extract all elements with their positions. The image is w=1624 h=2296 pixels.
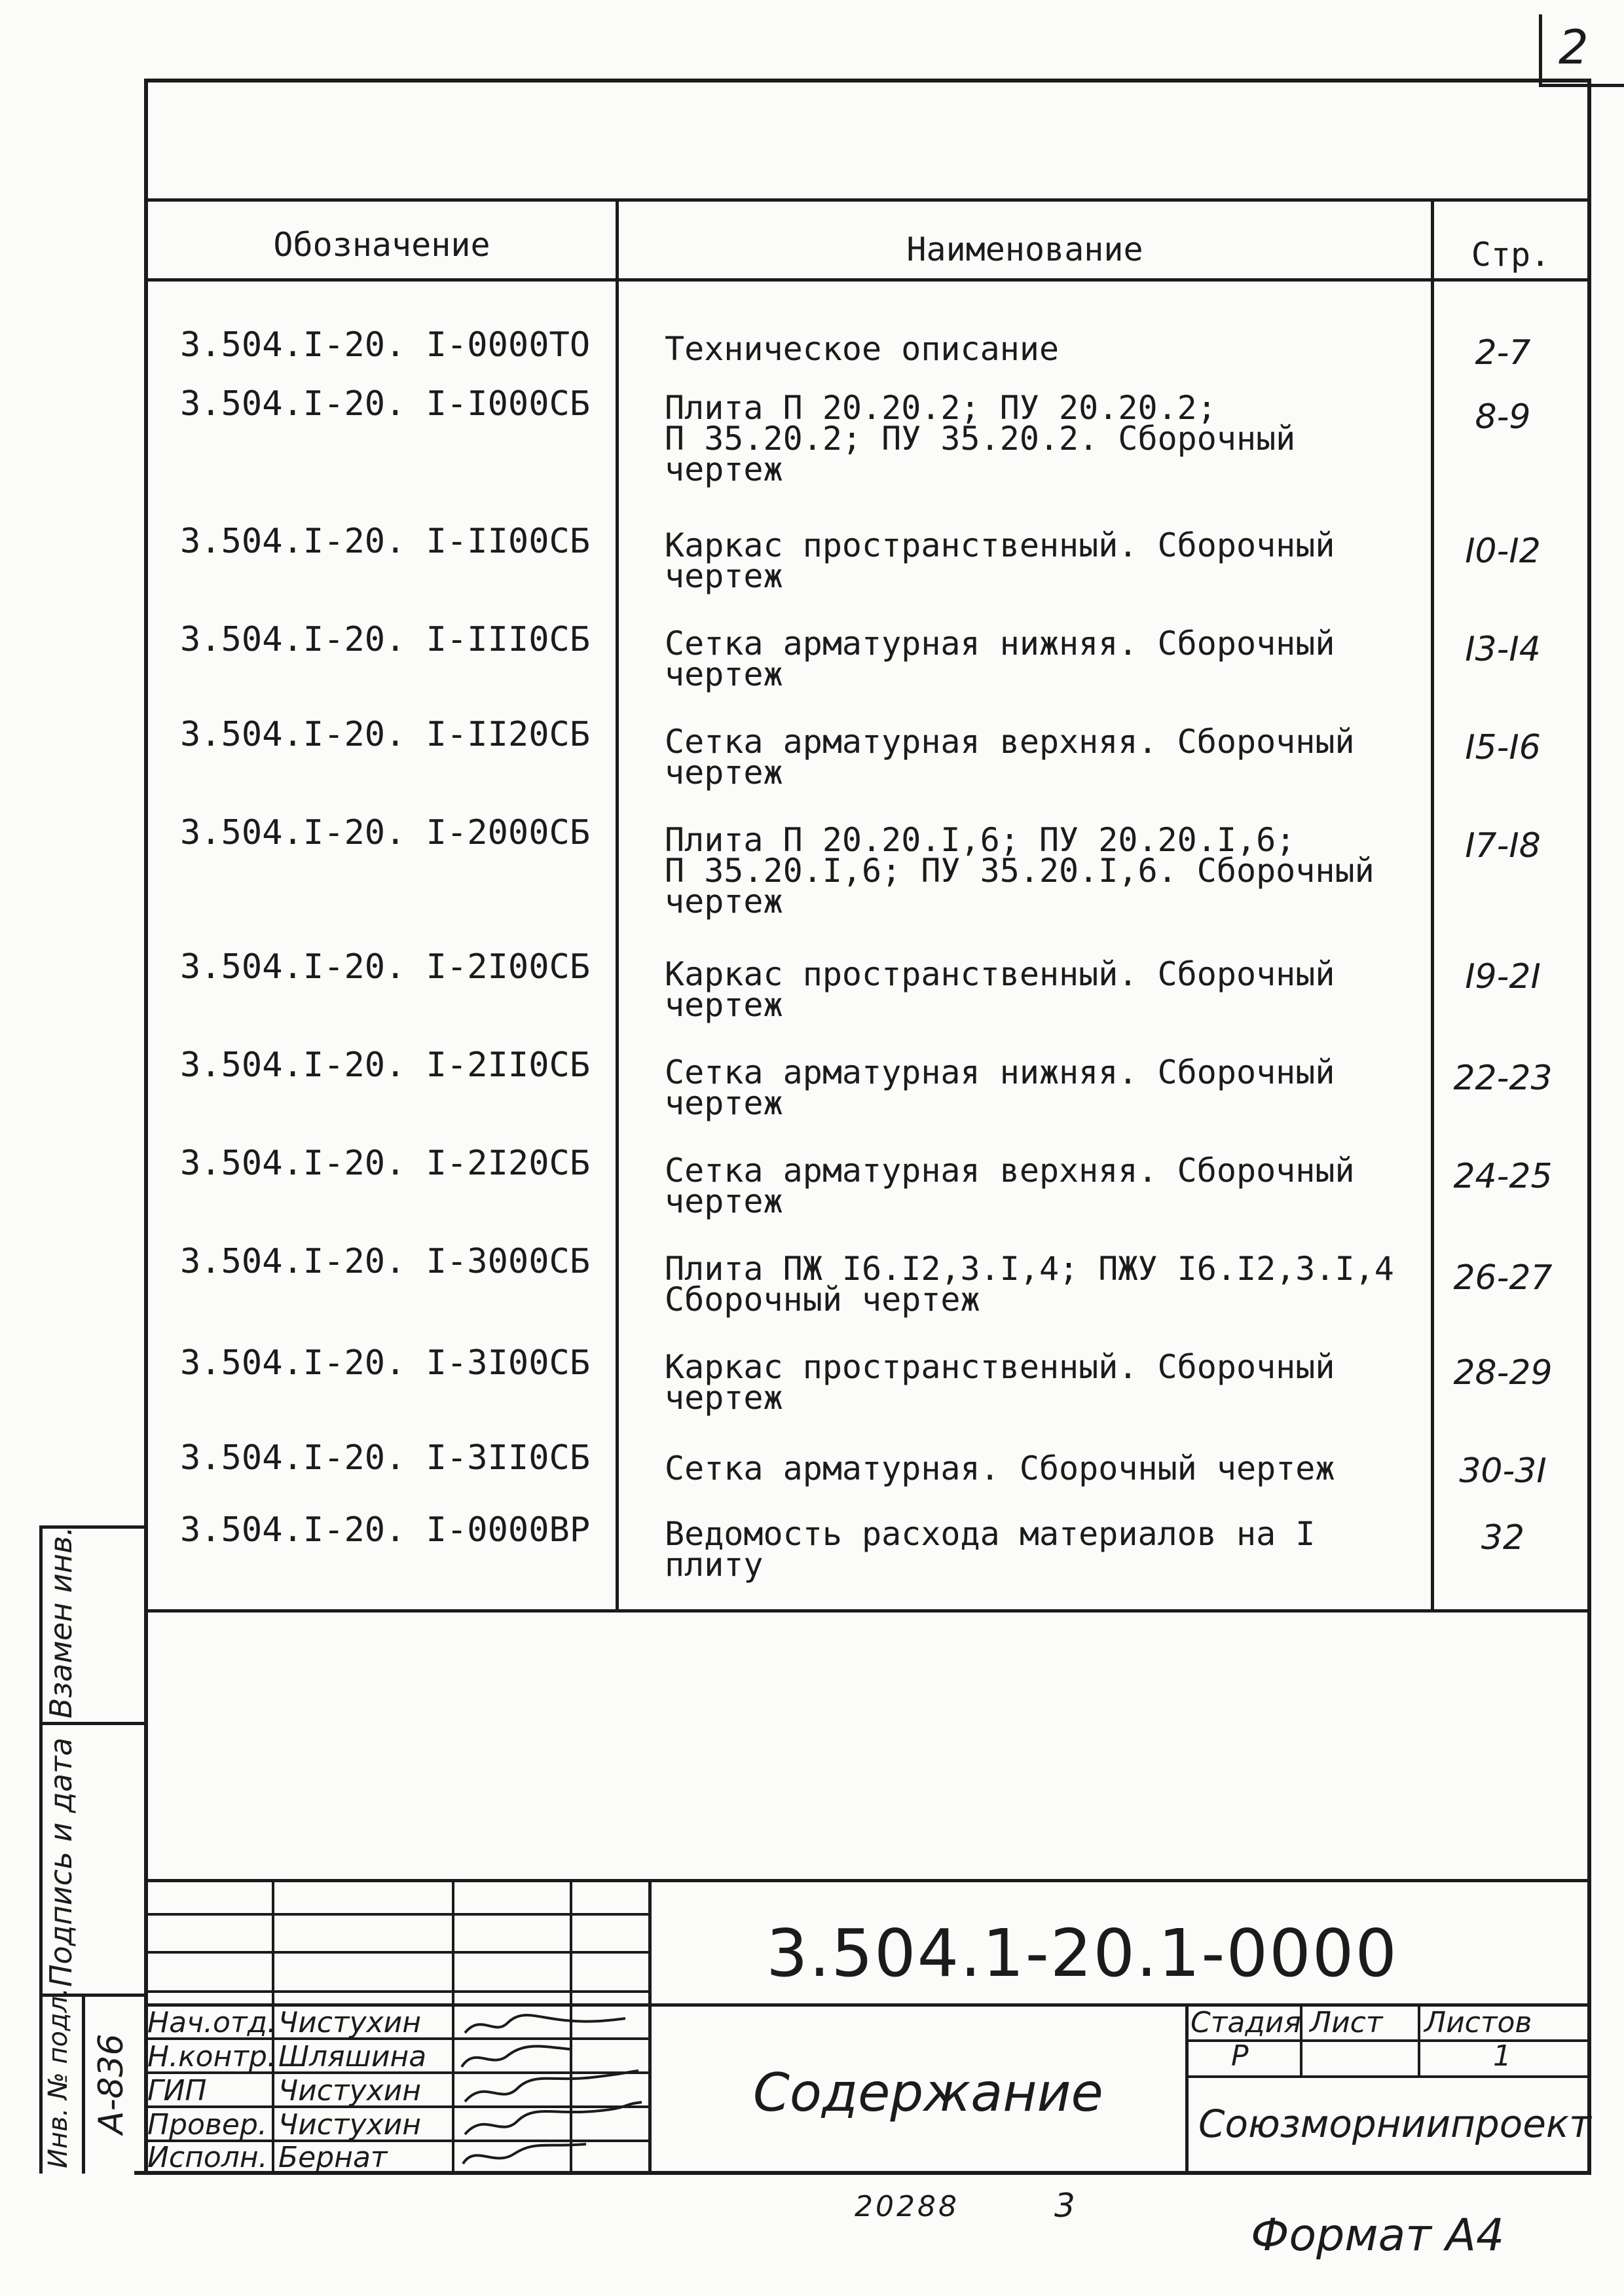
row-code: 3.504.I-20. I-2I00СБ <box>180 947 591 987</box>
row-name: Сетка арматурная верхняя. Сборочный чертеж <box>665 1152 1355 1220</box>
document-code: 3.504.1-20.1-0000 <box>766 1915 1399 1992</box>
row-page: 22-23 <box>1453 1059 1553 1098</box>
row-name: Сетка арматурная. Сборочный чертеж <box>665 1449 1335 1487</box>
role-label: Нач.отд. <box>147 2006 276 2039</box>
copy-number: 3 <box>1054 2187 1075 2225</box>
row-code: 3.504.I-20. I-2000СБ <box>180 813 591 852</box>
row-code: 3.504.I-20. I-2II0СБ <box>180 1046 591 1085</box>
role-label: Провер. <box>147 2108 267 2141</box>
row-page: I5-I6 <box>1465 728 1541 767</box>
organization-name: Союзморниипроект <box>1198 2102 1591 2146</box>
row-page: I9-2I <box>1465 957 1541 996</box>
row-page: 8-9 <box>1475 397 1531 437</box>
row-code: 3.504.I-20. I-3I00СБ <box>180 1343 591 1383</box>
row-name: Каркас пространственный. Сборочный чертеж <box>665 1348 1335 1417</box>
row-name: Техническое описание <box>665 330 1060 368</box>
row-name: Ведомость расхода материалов на I плиту <box>665 1515 1316 1584</box>
role-person: Чистухин <box>278 2074 422 2107</box>
row-name: Сетка арматурная верхняя. Сборочный чертеж <box>665 723 1355 792</box>
row-code: 3.504.I-20. I-I000СБ <box>180 384 591 424</box>
sheet-title: Содержание <box>753 2062 1103 2123</box>
row-page: I0-I2 <box>1465 532 1541 571</box>
row-name: Сетка арматурная нижняя. Сборочный чертеж <box>665 1053 1335 1122</box>
header-page: Стр. <box>1471 236 1551 274</box>
row-page: I3-I4 <box>1465 630 1541 669</box>
row-code: 3.504.I-20. I-0000BP <box>180 1510 591 1550</box>
inv-number: А-836 <box>92 2033 131 2134</box>
role-person: Шляшина <box>278 2040 427 2073</box>
sheets-value: 1 <box>1493 2039 1511 2073</box>
row-name: Плита ПЖ I6.I2,3.I,4; ПЖУ I6.I2,3.I,4 Сборочный чертеж <box>665 1250 1394 1319</box>
role-person: Чистухин <box>278 2108 422 2141</box>
row-name: Каркас пространственный. Сборочный чертеж <box>665 955 1335 1024</box>
row-page: 24-25 <box>1453 1157 1553 1196</box>
role-person: Чистухин <box>278 2006 422 2039</box>
row-code: 3.504.I-20. I-2I20СБ <box>180 1144 591 1183</box>
row-name: Каркас пространственный. Сборочный чертеж <box>665 526 1335 595</box>
row-name: Плита П 20.20.2; ПУ 20.20.2; П 35.20.2; ПУ 35.20.2. Сборочный чертеж <box>665 389 1296 488</box>
role-label: Н.контр. <box>147 2040 276 2073</box>
sheets-label: Листов <box>1424 2006 1532 2039</box>
row-page: 32 <box>1481 1518 1525 1558</box>
order-number: 20288 <box>855 2190 959 2223</box>
page-number: 2 <box>1559 20 1589 75</box>
role-label: Исполн. <box>147 2141 268 2174</box>
stage-label: Стадия <box>1190 2006 1301 2039</box>
row-name: Плита П 20.20.I,6; ПУ 20.20.I,6; П 35.20.I,6; ПУ 35.20.I,6. Сборочный чертеж <box>665 821 1375 920</box>
stage-value: Р <box>1231 2039 1249 2073</box>
row-code: 3.504.I-20. I-3000СБ <box>180 1242 591 1281</box>
row-code: 3.504.I-20. I-II20СБ <box>180 715 591 754</box>
row-name: Сетка арматурная нижняя. Сборочный чертеж <box>665 625 1335 693</box>
row-page: 30-3I <box>1459 1451 1547 1491</box>
row-code: 3.504.I-20. I-0000TO <box>180 325 591 365</box>
header-designation: Обозначение <box>273 226 490 264</box>
row-page: I7-I8 <box>1465 826 1541 866</box>
role-person: Бернат <box>278 2141 388 2174</box>
format-label: Формат А4 <box>1251 2210 1505 2261</box>
row-page: 2-7 <box>1475 333 1531 373</box>
row-page: 26-27 <box>1453 1258 1553 1298</box>
signatures-image <box>455 2007 652 2174</box>
row-code: 3.504.I-20. I-3II0СБ <box>180 1438 591 1478</box>
row-code: 3.504.I-20. I-II00СБ <box>180 522 591 561</box>
vzamen-inv-label: Взамен инв. <box>43 1526 79 1719</box>
header-name: Наименование <box>906 230 1143 268</box>
inv-podl-label: Инв. № подл. <box>43 1988 73 2168</box>
podpis-data-label: Подпись и дата <box>43 1737 79 1987</box>
row-code: 3.504.I-20. I-III0СБ <box>180 620 591 659</box>
role-label: ГИП <box>147 2074 207 2107</box>
row-page: 28-29 <box>1453 1353 1553 1393</box>
sheet-label: Лист <box>1310 2006 1383 2039</box>
